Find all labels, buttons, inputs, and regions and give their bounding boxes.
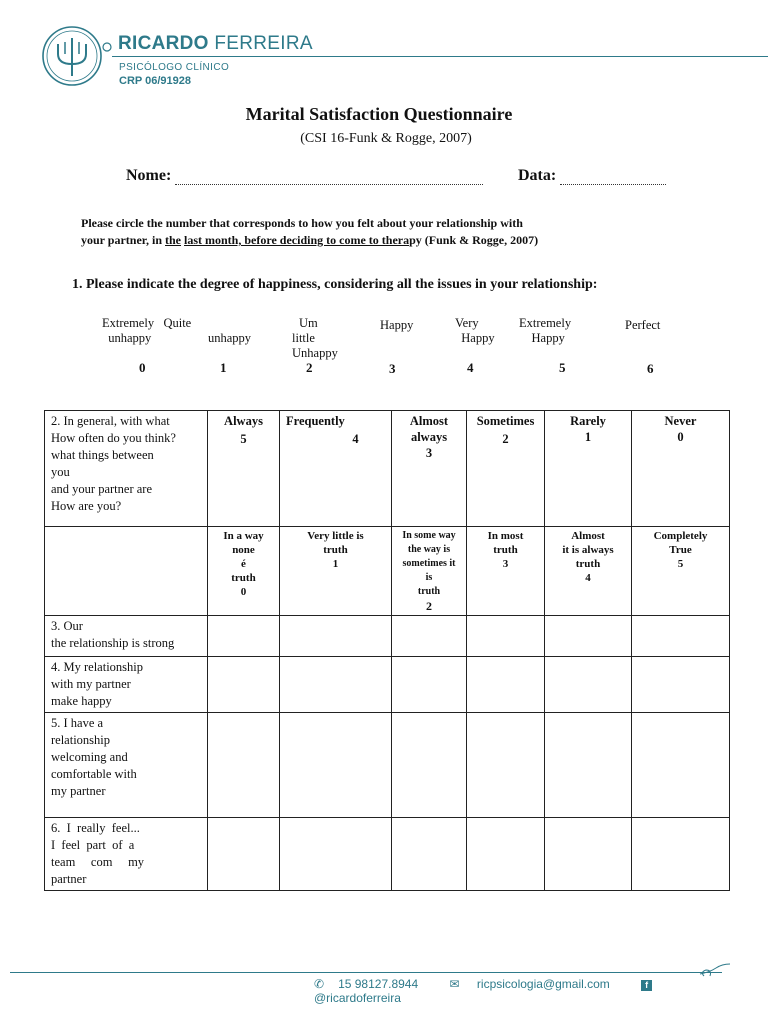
answer-cell[interactable] xyxy=(467,818,545,891)
answer-cell[interactable] xyxy=(632,616,730,657)
date-line[interactable] xyxy=(560,170,666,185)
option-sometimes[interactable]: Sometimes 2 xyxy=(467,411,545,527)
table-row xyxy=(45,713,730,818)
table-row xyxy=(45,616,730,657)
name-line[interactable] xyxy=(175,170,483,185)
answer-cell[interactable] xyxy=(208,657,280,713)
table-row xyxy=(45,657,730,713)
answer-cell[interactable] xyxy=(392,818,467,891)
footer-social[interactable]: f@ricardoferreira xyxy=(314,977,666,1005)
answer-cell[interactable] xyxy=(280,616,392,657)
page-title: Marital Satisfaction Questionnaire xyxy=(245,104,513,124)
answer-cell[interactable] xyxy=(545,713,632,818)
footer-email[interactable]: ✉ ricpsicologia@gmail.com xyxy=(449,977,610,991)
brand-crp: CRP 06/91928 xyxy=(119,75,191,87)
scale-label-5: Extremely Happy xyxy=(519,316,572,345)
answer-cell[interactable] xyxy=(545,616,632,657)
table-row xyxy=(45,527,730,616)
name-label: Nome: xyxy=(126,167,172,184)
answer-cell[interactable] xyxy=(392,713,467,818)
scale-number-3[interactable]: 3 xyxy=(389,361,396,376)
scale-label-6: Perfect xyxy=(625,318,661,332)
brand-role: PSICÓLOGO CLÍNICO xyxy=(119,62,230,73)
option-almost-always[interactable]: Almost always 3 xyxy=(392,411,467,527)
scale-label-4: Very Happy xyxy=(455,316,495,345)
footer-swirl-icon xyxy=(698,962,734,978)
name-field[interactable] xyxy=(126,167,483,185)
scale-number-2[interactable]: 2 xyxy=(306,360,313,375)
table-row xyxy=(45,818,730,891)
footer-contacts xyxy=(314,977,768,1005)
email-icon: ✉ xyxy=(449,977,460,991)
option-frequently[interactable]: Frequently 4 xyxy=(280,411,392,527)
logo-dot-icon xyxy=(100,40,114,54)
option-almost-always-truth[interactable]: Almost it is always truth 4 xyxy=(545,527,632,616)
scale-label-0: Extremely Quite unhappy xyxy=(102,316,192,345)
option-completely-true[interactable]: Completely True 5 xyxy=(632,527,730,616)
table-row xyxy=(45,411,730,527)
questionnaire-table xyxy=(44,410,730,891)
scale-number-1[interactable]: 1 xyxy=(220,360,227,375)
scale-number-6[interactable]: 6 xyxy=(647,361,654,376)
answer-cell[interactable] xyxy=(632,818,730,891)
answer-cell[interactable] xyxy=(208,818,280,891)
option-never[interactable]: Never 0 xyxy=(632,411,730,527)
answer-cell[interactable] xyxy=(208,713,280,818)
answer-cell[interactable] xyxy=(467,713,545,818)
date-label: Data: xyxy=(518,167,557,184)
answer-cell[interactable] xyxy=(280,818,392,891)
footer-divider xyxy=(10,972,722,973)
answer-cell[interactable] xyxy=(632,657,730,713)
answer-cell[interactable] xyxy=(392,657,467,713)
page-subtitle: (CSI 16-Funk & Rogge, 2007) xyxy=(300,131,472,146)
question-2: 2. In general, with what How often do you think? what things between you and your partner are How are you? xyxy=(45,411,208,527)
scale-label-1: unhappy xyxy=(208,331,252,345)
answer-cell[interactable] xyxy=(280,713,392,818)
answer-cell[interactable] xyxy=(545,657,632,713)
brand-name: RICARDO FERREIRA xyxy=(118,33,313,54)
scale-number-5[interactable]: 5 xyxy=(559,360,566,375)
option-mostly-truth[interactable]: In most truth 3 xyxy=(467,527,545,616)
question-5: 5. I have a relationship welcoming and comfortable with my partner xyxy=(45,713,208,818)
scale-label-3: Happy xyxy=(380,318,414,332)
whatsapp-icon: ✆ xyxy=(314,977,325,991)
answer-cell[interactable] xyxy=(632,713,730,818)
answer-cell[interactable] xyxy=(545,818,632,891)
psi-logo-icon xyxy=(40,24,104,88)
answer-cell[interactable] xyxy=(280,657,392,713)
option-always[interactable]: Always 5 xyxy=(208,411,280,527)
option-rarely[interactable]: Rarely 1 xyxy=(545,411,632,527)
scale-number-0[interactable]: 0 xyxy=(139,360,146,375)
date-field[interactable] xyxy=(518,167,666,185)
option-very-little-truth[interactable]: Very little is truth 1 xyxy=(280,527,392,616)
option-some-truth[interactable]: In some way the way is sometimes it is truth 2 xyxy=(392,527,467,616)
instructions: Please circle the number that corresponds to how you felt about your relationship with your partner, in the last month, before deciding to come to therapy (Funk & Rogge, 2007) xyxy=(81,216,539,247)
question-4: 4. My relationship with my partner make happy xyxy=(45,657,208,713)
scale-label-2: Um little Unhappy xyxy=(292,316,338,360)
answer-cell[interactable] xyxy=(467,657,545,713)
question-1: 1. Please indicate the degree of happiness, considering all the issues in your relationship: xyxy=(72,277,598,292)
answer-cell[interactable] xyxy=(467,616,545,657)
scale-number-4[interactable]: 4 xyxy=(467,360,474,375)
answer-cell[interactable] xyxy=(208,616,280,657)
footer-phone[interactable]: ✆ 15 98127.8944 xyxy=(314,977,419,991)
question-6: 6. I really feel... I feel part of a team com my partner xyxy=(45,818,208,891)
header-divider xyxy=(112,56,768,57)
answer-cell[interactable] xyxy=(392,616,467,657)
empty-cell xyxy=(45,527,208,616)
question-3: 3. Our the relationship is strong xyxy=(45,616,208,657)
option-no-truth[interactable]: In a way none é truth 0 xyxy=(208,527,280,616)
facebook-icon: f xyxy=(641,980,652,991)
